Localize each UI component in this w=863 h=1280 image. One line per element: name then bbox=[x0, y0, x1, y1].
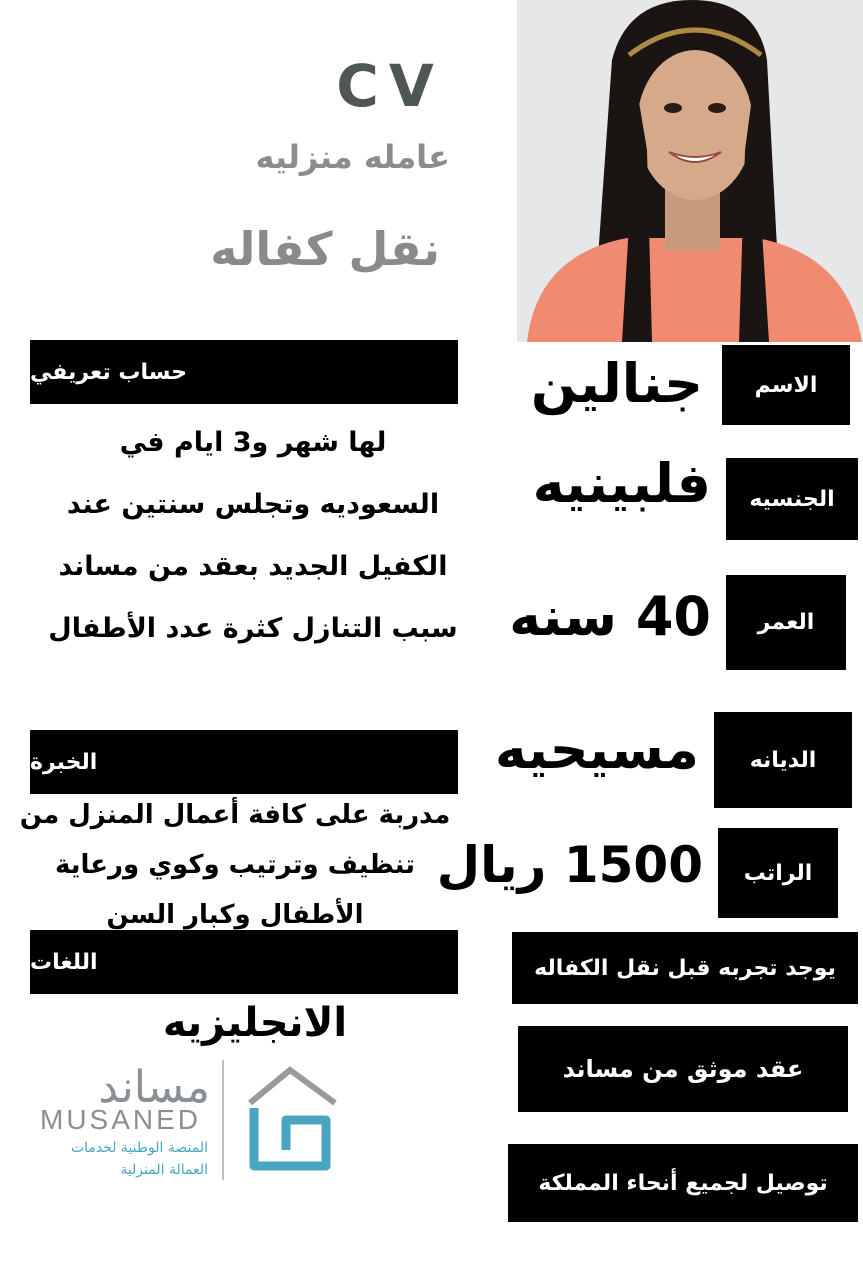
feature-delivery bbox=[508, 1144, 858, 1222]
experience-line: تنظيف وترتيب وكوي ورعاية bbox=[54, 850, 416, 880]
nationality-value: فلبينيه bbox=[532, 452, 711, 515]
cv-title: CV bbox=[336, 52, 444, 120]
religion-value: مسيحيه bbox=[494, 718, 699, 781]
age-label bbox=[726, 575, 846, 670]
profile-line: السعوديه وتجلس سنتين عند bbox=[66, 489, 440, 520]
salary-label bbox=[718, 828, 838, 918]
feature-delivery-text: توصيل لجميع أنحاء المملكة bbox=[538, 1170, 828, 1196]
languages-value: الانجليزيه bbox=[162, 1000, 348, 1046]
profile-heading bbox=[30, 340, 458, 404]
experience-line: الأطفال وكبار السن bbox=[106, 900, 364, 930]
feature-contract bbox=[518, 1026, 848, 1112]
profile-text bbox=[18, 412, 488, 660]
profile-line: الكفيل الجديد بعقد من مساند bbox=[58, 551, 448, 582]
experience-line: مدربة على كافة أعمال المنزل من bbox=[19, 800, 451, 830]
name-label-text: الاسم bbox=[754, 372, 818, 398]
languages-heading bbox=[30, 930, 458, 994]
profile-heading-label: حساب تعريفي bbox=[30, 359, 187, 385]
transfer-title: نقل كفاله bbox=[210, 222, 440, 276]
name-label bbox=[722, 345, 850, 425]
musaned-logo-sub2: العمالة المنزلية bbox=[120, 1162, 208, 1178]
name-value: جنالين bbox=[530, 352, 703, 415]
religion-label bbox=[714, 712, 852, 808]
experience-heading bbox=[30, 730, 458, 794]
feature-trial-text: يوجد تجربه قبل نقل الكفاله bbox=[534, 955, 836, 981]
profile-line: لها شهر و3 ايام في bbox=[119, 427, 387, 458]
nationality-label-text: الجنسيه bbox=[749, 486, 835, 512]
salary-label-text: الراتب bbox=[743, 860, 813, 886]
profile-line: سبب التنازل كثرة عدد الأطفال bbox=[48, 613, 458, 644]
musaned-logo-english: MUSANED bbox=[40, 1104, 202, 1135]
salary-value: 1500 ريال bbox=[436, 836, 703, 894]
feature-contract-text: عقد موثق من مساند bbox=[562, 1055, 804, 1083]
nationality-label bbox=[726, 458, 858, 540]
languages-heading-label: اللغات bbox=[30, 949, 98, 975]
age-label-text: العمر bbox=[757, 610, 815, 635]
age-value: 40 سنه bbox=[509, 585, 711, 648]
musaned-logo-sub1: المنصة الوطنية لخدمات bbox=[70, 1140, 208, 1156]
job-title: عامله منزليه bbox=[255, 138, 450, 176]
logo-divider bbox=[222, 1060, 224, 1180]
experience-heading-label: الخبرة bbox=[30, 749, 98, 775]
religion-label-text: الديانه bbox=[749, 747, 817, 773]
musaned-logo-arabic: مساند bbox=[98, 1062, 210, 1113]
experience-text bbox=[10, 790, 460, 940]
person-photo bbox=[517, 0, 863, 342]
feature-trial bbox=[512, 932, 858, 1004]
person-photo-icon bbox=[517, 0, 863, 342]
musaned-house-icon bbox=[240, 1058, 340, 1178]
